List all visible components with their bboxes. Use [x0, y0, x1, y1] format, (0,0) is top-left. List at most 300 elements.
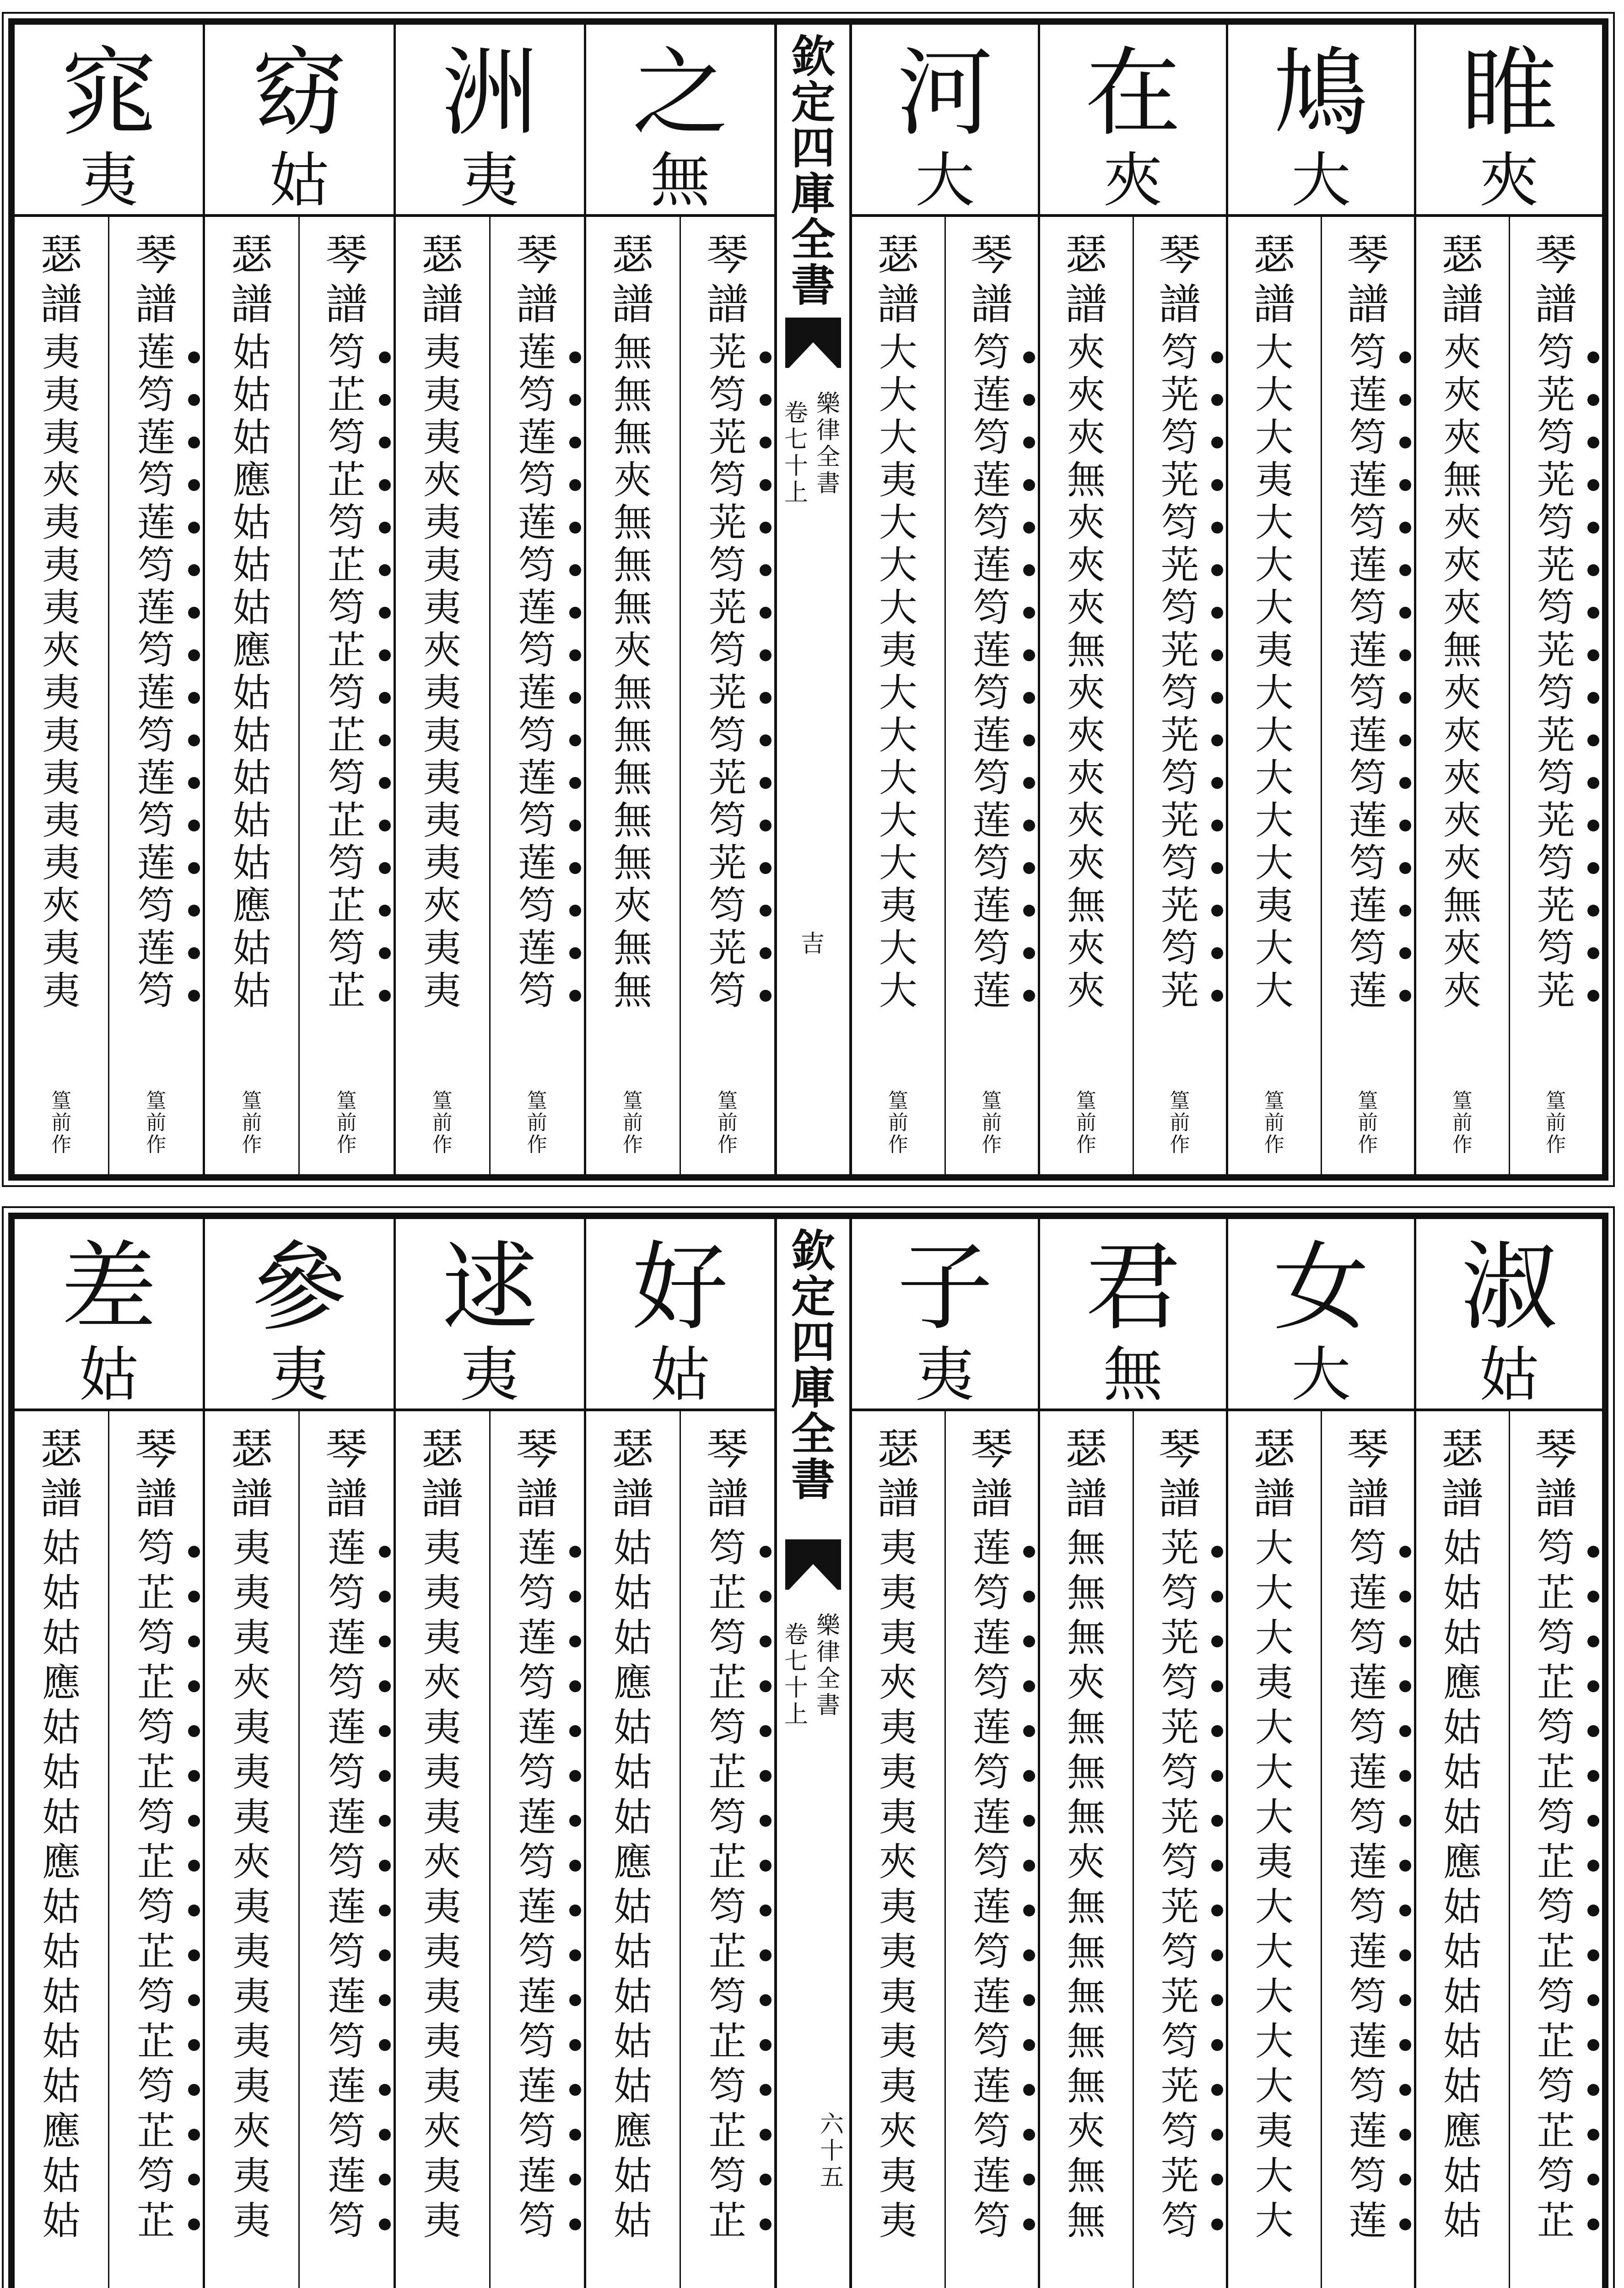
note-glyph: 笉	[946, 331, 1038, 374]
note-glyph: 無	[1067, 458, 1106, 502]
note-glyph: 芷	[109, 2019, 203, 2064]
note-glyph: 夾	[423, 1660, 462, 1705]
note-glyph: 笉	[300, 1840, 393, 1884]
note-glyph: 無	[613, 968, 652, 1013]
pitch-name: 姑	[650, 1340, 710, 1409]
note-glyph: 應	[232, 883, 271, 928]
note-glyph: 夷	[232, 1929, 271, 1974]
tablature-columns	[396, 1411, 584, 2288]
note-glyph: 無	[1067, 1705, 1106, 1750]
note-glyph: 芷	[681, 2198, 774, 2243]
note-glyph: 姑	[1443, 1884, 1482, 1929]
se-label	[205, 1425, 298, 1524]
se-notation	[1416, 1526, 1509, 2243]
note-glyph: 姑	[613, 1615, 652, 1660]
glyph: 篁	[1076, 1089, 1096, 1112]
note-glyph: 笉	[681, 374, 774, 416]
se-label	[1228, 231, 1321, 329]
glyph: 琴	[706, 231, 749, 280]
se-column	[205, 217, 298, 1174]
note-glyph: 笉	[109, 714, 203, 757]
note-glyph: 莲	[946, 1884, 1038, 1929]
note-glyph: 夷	[42, 798, 81, 843]
note-glyph: 芷	[1510, 2109, 1602, 2153]
note-glyph: 莲	[300, 2153, 393, 2198]
note-glyph: 應	[232, 628, 271, 673]
glyph: 作	[51, 1133, 72, 1156]
note-glyph: 大	[879, 543, 917, 588]
note-glyph: 莲	[946, 799, 1038, 842]
se-column	[586, 1411, 680, 2288]
note-glyph: 笉	[300, 1929, 393, 1974]
note-glyph: 夾	[42, 458, 81, 502]
note-glyph: 笉	[1510, 502, 1602, 544]
glyph: 作	[146, 1133, 167, 1156]
note-glyph: 夷	[232, 2064, 271, 2109]
note-glyph: 茪	[1134, 885, 1226, 927]
note-glyph: 姑	[42, 2064, 81, 2109]
qin-notation	[1134, 331, 1226, 1012]
qin-label	[491, 1425, 584, 1524]
glyph: 瑟	[421, 231, 464, 280]
se-notation	[15, 331, 108, 1012]
se-label	[852, 1425, 944, 1524]
note-glyph: 大	[1255, 2153, 1294, 2198]
note-glyph: 笉	[491, 1750, 584, 1795]
note-glyph: 應	[1443, 1840, 1482, 1884]
glyph: 篁	[1452, 1089, 1473, 1112]
note-glyph: 夷	[423, 841, 462, 885]
note-glyph: 夷	[879, 1705, 917, 1750]
note-glyph: 芷	[681, 2019, 774, 2064]
note-glyph: 笉	[681, 885, 774, 927]
note-glyph: 茪	[681, 416, 774, 459]
note-glyph: 大	[1255, 1884, 1294, 1929]
note-glyph: 笉	[946, 1750, 1038, 1795]
note-glyph: 夾	[1067, 926, 1106, 971]
note-glyph: 夾	[1443, 372, 1482, 417]
note-glyph: 笉	[491, 1570, 584, 1615]
note-glyph: 應	[42, 1660, 81, 1705]
se-column	[1228, 1411, 1321, 2288]
glyph: 譜	[706, 1474, 749, 1523]
note-glyph: 夷	[879, 1974, 917, 2019]
note-glyph: 夷	[879, 1929, 917, 1974]
pitch-name: 夾	[1479, 146, 1539, 215]
note-glyph: 夾	[1443, 500, 1482, 545]
beat-marker	[300, 1090, 393, 1156]
se-notation	[1228, 331, 1321, 1012]
note-glyph: 莲	[109, 587, 203, 629]
note-glyph: 莲	[491, 2064, 584, 2109]
glyph: 譜	[231, 280, 273, 329]
note-glyph: 笉	[1134, 757, 1226, 799]
note-glyph: 笉	[491, 799, 584, 842]
note-glyph: 應	[1443, 2109, 1482, 2153]
note-glyph: 笉	[1134, 2019, 1226, 2064]
note-glyph: 笉	[1134, 927, 1226, 970]
se-column	[852, 217, 944, 1174]
note-glyph: 姑	[232, 330, 271, 375]
note-glyph: 笉	[1322, 2153, 1414, 2198]
glyph: 全	[791, 214, 835, 265]
note-glyph: 夷	[42, 543, 81, 588]
glyph: 作	[1546, 1133, 1566, 1156]
note-glyph: 夷	[423, 585, 462, 630]
note-glyph: 笉	[946, 757, 1038, 799]
note-glyph: 無	[1067, 2064, 1106, 2109]
note-glyph: 莲	[1322, 799, 1414, 842]
note-glyph: 姑	[1443, 2019, 1482, 2064]
note-glyph: 笉	[1134, 2109, 1226, 2153]
note-glyph: 夷	[423, 1884, 462, 1929]
se-label	[1416, 1425, 1509, 1524]
note-glyph: 夷	[232, 1884, 271, 1929]
pitch-name: 姑	[269, 146, 329, 215]
glyph: 前	[1076, 1111, 1096, 1134]
se-notation	[1228, 1526, 1321, 2243]
note-glyph: 笉	[491, 2019, 584, 2064]
note-glyph: 無	[1067, 1974, 1106, 2019]
qin-label	[1510, 1425, 1602, 1524]
glyph: 譜	[1347, 280, 1389, 329]
note-glyph: 笉	[946, 502, 1038, 544]
note-glyph: 姑	[232, 755, 271, 800]
note-glyph: 夾	[1067, 841, 1106, 885]
book-title	[777, 1225, 849, 1506]
qin-label	[1134, 1425, 1226, 1524]
note-glyph: 笉	[1510, 1884, 1602, 1929]
glyph: 作	[527, 1133, 547, 1156]
note-glyph: 夾	[42, 628, 81, 673]
note-glyph: 夾	[1443, 330, 1482, 375]
pitch-name: 姑	[79, 1340, 139, 1409]
se-notation	[205, 331, 298, 1012]
se-column	[15, 217, 108, 1174]
qin-notation	[491, 1526, 584, 2243]
note-glyph: 莲	[946, 970, 1038, 1012]
note-glyph: 芷	[109, 1840, 203, 1884]
lyric-entry	[203, 25, 393, 1174]
lyric-entry	[852, 25, 1038, 1174]
note-glyph: 姑	[232, 543, 271, 588]
note-glyph: 茪	[681, 587, 774, 629]
note-glyph: 莲	[946, 374, 1038, 416]
lyric-head	[396, 25, 584, 217]
qin-notation	[1134, 1526, 1226, 2243]
glyph: 琴	[1347, 1425, 1389, 1474]
glyph: 律	[816, 1639, 840, 1666]
beat-marker	[396, 1090, 489, 1156]
note-glyph: 笉	[1322, 331, 1414, 374]
note-glyph: 夷	[232, 1974, 271, 2019]
note-glyph: 夾	[423, 2109, 462, 2153]
glyph: 作	[1358, 1133, 1378, 1156]
glyph: 卷	[784, 1621, 808, 1649]
note-glyph: 芷	[1510, 1840, 1602, 1884]
lyric-character: 之	[632, 37, 728, 149]
note-glyph: 莲	[109, 416, 203, 459]
note-glyph: 夾	[879, 2109, 917, 2153]
note-glyph: 莲	[946, 1615, 1038, 1660]
note-glyph: 夷	[423, 798, 462, 843]
pitch-name: 夷	[460, 146, 520, 215]
note-glyph: 夾	[1443, 926, 1482, 971]
note-glyph: 茪	[1134, 1615, 1226, 1660]
se-notation	[1416, 331, 1509, 1012]
se-label	[396, 1425, 489, 1524]
note-glyph: 笉	[681, 1974, 774, 2019]
note-glyph: 茪	[1134, 629, 1226, 672]
note-glyph: 莲	[491, 2153, 584, 2198]
note-glyph: 夷	[423, 926, 462, 971]
note-glyph: 夷	[42, 330, 81, 375]
se-label	[396, 231, 489, 329]
se-notation	[586, 331, 680, 1012]
note-glyph: 夾	[42, 883, 81, 928]
note-glyph: 莲	[109, 927, 203, 970]
note-glyph: 應	[42, 2109, 81, 2153]
glyph: 瑟	[1065, 1425, 1107, 1474]
note-glyph: 笉	[681, 714, 774, 757]
note-glyph: 芷	[1510, 1750, 1602, 1795]
note-glyph: 茪	[1510, 714, 1602, 757]
lyric-entry	[15, 25, 203, 1174]
note-glyph: 茪	[1510, 799, 1602, 842]
lyric-head	[1228, 1219, 1414, 1411]
note-glyph: 笉	[491, 970, 584, 1012]
qin-column	[1509, 217, 1602, 1174]
note-glyph: 無	[1443, 883, 1482, 928]
note-glyph: 芷	[109, 2198, 203, 2243]
note-glyph: 姑	[232, 372, 271, 417]
note-glyph: 夾	[423, 883, 462, 928]
beat-marker	[946, 1090, 1038, 1156]
note-glyph: 姑	[1443, 2064, 1482, 2109]
note-glyph: 夷	[42, 415, 81, 460]
note-glyph: 夷	[423, 755, 462, 800]
note-glyph: 笉	[491, 1840, 584, 1884]
note-glyph: 笉	[300, 2109, 393, 2153]
note-glyph: 莲	[491, 672, 584, 714]
beat-marker	[1134, 1090, 1226, 1156]
note-glyph: 笉	[1510, 842, 1602, 885]
note-glyph: 笉	[109, 1526, 203, 1570]
note-glyph: 姑	[613, 1526, 652, 1570]
note-glyph: 大	[1255, 2019, 1294, 2064]
note-glyph: 大	[1255, 500, 1294, 545]
note-glyph: 無	[1067, 1795, 1106, 1840]
qin-column	[1509, 1411, 1602, 2288]
note-glyph: 芷	[109, 1929, 203, 1974]
note-glyph: 茪	[1134, 1526, 1226, 1570]
glyph: 篁	[622, 1089, 643, 1112]
glyph: 書	[791, 259, 835, 311]
glyph: 前	[1170, 1111, 1190, 1134]
note-glyph: 大	[1255, 968, 1294, 1013]
note-glyph: 夾	[1067, 2109, 1106, 2153]
upper-gutter	[774, 25, 852, 1174]
qin-notation	[1510, 1526, 1602, 2243]
note-glyph: 姑	[232, 670, 271, 715]
note-glyph: 無	[613, 330, 652, 375]
note-glyph: 芷	[1510, 2198, 1602, 2243]
qin-column	[1133, 217, 1226, 1174]
se-column	[15, 1411, 108, 2288]
note-glyph: 夾	[1443, 670, 1482, 715]
lyric-character: 參	[251, 1231, 347, 1344]
tablature-columns	[15, 1411, 203, 2288]
note-glyph: 大	[879, 968, 917, 1013]
note-glyph: 笉	[300, 1660, 393, 1705]
glyph: 十	[784, 1674, 808, 1702]
note-glyph: 莲	[300, 1705, 393, 1750]
lyric-character: 逑	[442, 1231, 538, 1344]
glyph: 譜	[971, 280, 1013, 329]
note-glyph: 姑	[613, 1750, 652, 1795]
note-glyph: 夷	[232, 1750, 271, 1795]
note-glyph: 笉	[946, 587, 1038, 629]
glyph: 譜	[1347, 1474, 1389, 1523]
glyph: 十	[820, 2137, 844, 2165]
note-glyph: 夷	[423, 713, 462, 758]
note-glyph: 茪	[1134, 2064, 1226, 2109]
note-glyph: 姑	[1443, 1526, 1482, 1570]
note-glyph: 笉	[946, 2109, 1038, 2153]
beat-marker	[1510, 1090, 1602, 1156]
beat-marker	[109, 1090, 203, 1156]
note-glyph: 芷	[300, 714, 393, 757]
note-glyph: 笉	[681, 1705, 774, 1750]
note-glyph: 笉	[1134, 2198, 1226, 2243]
note-glyph: 姑	[613, 1570, 652, 1615]
note-glyph: 芷	[300, 885, 393, 927]
qin-notation	[300, 1526, 393, 2243]
note-glyph: 姑	[1443, 1974, 1482, 2019]
note-glyph: 笉	[109, 374, 203, 416]
lyric-character: 窕	[60, 37, 157, 149]
note-glyph: 笉	[946, 1929, 1038, 1974]
note-glyph: 笉	[946, 1570, 1038, 1615]
note-glyph: 大	[1255, 1750, 1294, 1795]
note-glyph: 夾	[1067, 798, 1106, 843]
note-glyph: 莲	[946, 2064, 1038, 2109]
note-glyph: 夾	[1443, 755, 1482, 800]
lyric-head	[1416, 25, 1602, 217]
note-glyph: 芷	[1510, 2019, 1602, 2064]
lyric-head	[15, 1219, 203, 1411]
note-glyph: 夷	[1255, 458, 1294, 502]
note-glyph: 夷	[232, 1570, 271, 1615]
section-label	[815, 1613, 841, 1719]
tablature-columns	[1228, 1411, 1414, 2288]
note-glyph: 姑	[232, 415, 271, 460]
note-glyph: 莲	[1322, 629, 1414, 672]
glyph: 前	[982, 1111, 1002, 1134]
glyph: 作	[622, 1133, 643, 1156]
glyph: 譜	[611, 1474, 654, 1523]
note-glyph: 笉	[491, 714, 584, 757]
qin-label	[946, 1425, 1038, 1524]
lyric-character: 好	[632, 1231, 728, 1344]
note-glyph: 大	[879, 798, 917, 843]
note-glyph: 無	[1067, 1750, 1106, 1795]
se-label	[1228, 1425, 1321, 1524]
glyph: 琴	[516, 1425, 558, 1474]
note-glyph: 笉	[946, 416, 1038, 459]
lyric-character: 洲	[442, 37, 538, 149]
beat-marker	[1416, 1090, 1509, 1156]
note-glyph: 笉	[1322, 1795, 1414, 1840]
glyph: 作	[1170, 1133, 1190, 1156]
note-glyph: 夷	[423, 670, 462, 715]
note-glyph: 應	[613, 1660, 652, 1705]
glyph: 七	[784, 426, 808, 453]
note-glyph: 茪	[681, 502, 774, 544]
note-glyph: 姑	[232, 713, 271, 758]
glyph: 瑟	[40, 231, 83, 280]
note-glyph: 大	[1255, 1974, 1294, 2019]
note-glyph: 姑	[613, 1884, 652, 1929]
note-glyph: 莲	[491, 1974, 584, 2019]
folio-number	[819, 2111, 845, 2191]
note-glyph: 笉	[1322, 842, 1414, 885]
note-glyph: 莲	[300, 1884, 393, 1929]
note-glyph: 夷	[232, 2019, 271, 2064]
note-glyph: 姑	[1443, 1570, 1482, 1615]
glyph: 篁	[51, 1089, 72, 1112]
note-glyph: 笉	[491, 459, 584, 502]
note-glyph: 笉	[109, 2153, 203, 2198]
note-glyph: 笉	[491, 1660, 584, 1705]
note-glyph: 夷	[879, 1750, 917, 1795]
glyph: 譜	[135, 1474, 178, 1523]
note-glyph: 莲	[300, 1526, 393, 1570]
note-glyph: 茪	[681, 757, 774, 799]
note-glyph: 莲	[1322, 2198, 1414, 2243]
note-glyph: 姑	[42, 2198, 81, 2243]
note-glyph: 茪	[1134, 714, 1226, 757]
glyph: 譜	[231, 1474, 273, 1523]
note-glyph: 笉	[1322, 2064, 1414, 2109]
note-glyph: 夷	[42, 841, 81, 885]
lyric-head	[586, 1219, 774, 1411]
lyric-head	[1416, 1219, 1602, 1411]
note-glyph: 應	[613, 1840, 652, 1884]
note-glyph: 無	[613, 798, 652, 843]
glyph: 上	[784, 1701, 808, 1728]
note-glyph: 笉	[946, 927, 1038, 970]
lyric-character: 睢	[1461, 37, 1557, 149]
note-glyph: 姑	[232, 798, 271, 843]
glyph: 琴	[1159, 231, 1201, 280]
fish-tail-ornament-icon	[785, 1539, 841, 1590]
note-glyph: 大	[1255, 1705, 1294, 1750]
note-glyph: 笉	[1510, 927, 1602, 970]
se-column	[396, 1411, 489, 2288]
note-glyph: 笉	[1134, 1840, 1226, 1884]
note-glyph: 夷	[423, 500, 462, 545]
qin-column	[108, 217, 203, 1174]
glyph: 律	[816, 417, 840, 444]
se-notation	[1040, 1526, 1133, 2243]
note-glyph: 大	[879, 585, 917, 630]
note-glyph: 無	[1067, 1929, 1106, 1974]
note-glyph: 芷	[1510, 1660, 1602, 1705]
note-glyph: 芷	[681, 2109, 774, 2153]
pitch-name: 大	[915, 146, 975, 215]
pitch-name: 大	[1291, 1340, 1351, 1409]
